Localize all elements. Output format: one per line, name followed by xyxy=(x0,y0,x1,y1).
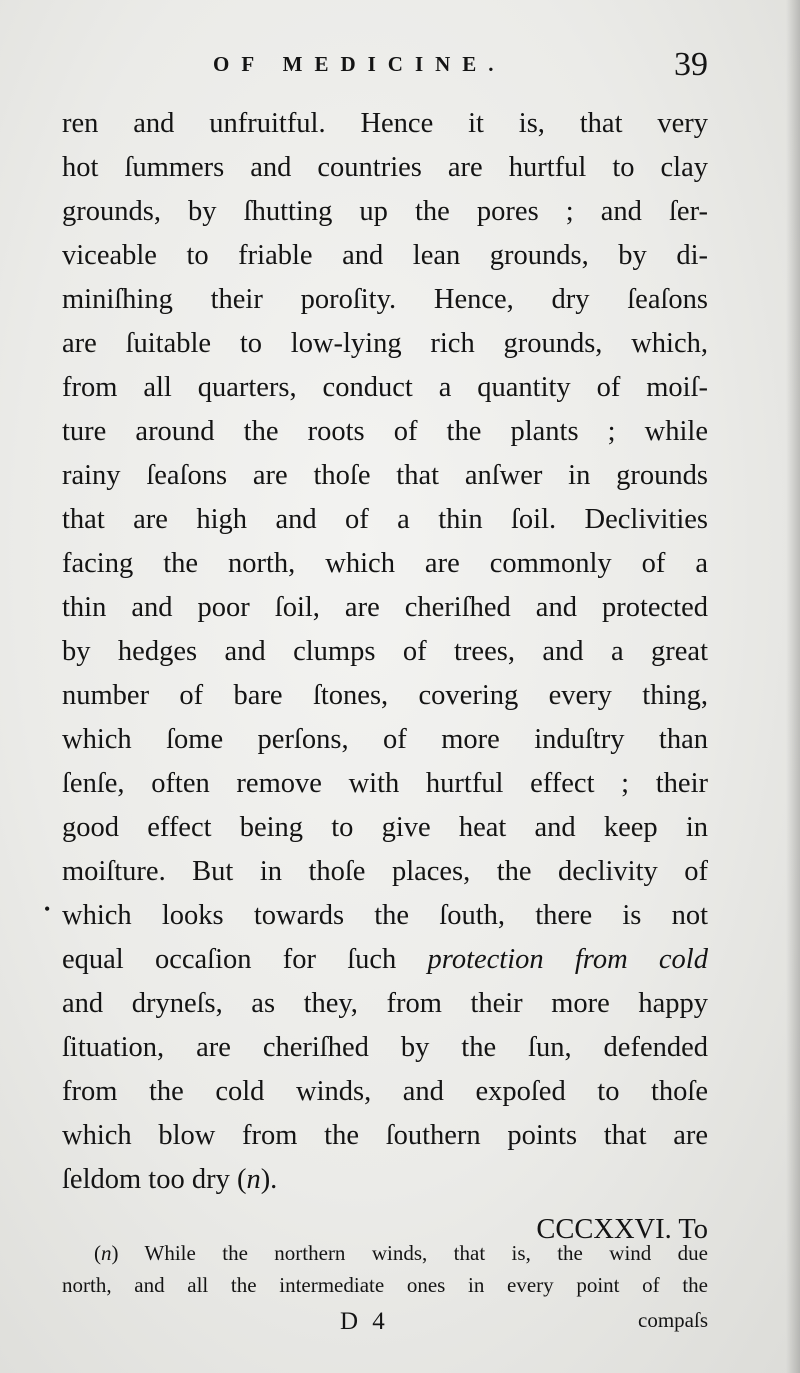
footnote-line-1-text: While the northern winds, that is, the wind due xyxy=(118,1241,708,1265)
text-line-12: thin and poor ſoil, are cheriſhed and protected xyxy=(62,592,708,623)
text-line-1: ren and unfruitful. Hence it is, that very xyxy=(62,108,708,139)
text-line-25-prefix: ſeldom too dry ( xyxy=(62,1164,247,1195)
text-line-13: by hedges and clumps of trees, and a great xyxy=(62,636,708,667)
text-line-5: miniſhing their poroſity. Hence, dry ſeaſons xyxy=(62,284,708,315)
footnote-marker-open: ( xyxy=(94,1241,101,1265)
footnote-line-2: north, and all the intermediate ones in every point of the xyxy=(62,1273,708,1297)
footnote xyxy=(62,1237,708,1301)
running-title: OF MEDICINE. xyxy=(213,52,506,76)
text-line-24: which blow from the ſouthern points that are xyxy=(62,1120,708,1151)
footnote-line-1 xyxy=(62,1237,708,1269)
text-line-23: from the cold winds, and expoſed to thoſe xyxy=(62,1076,708,1107)
signature-mark: D 4 xyxy=(340,1308,389,1335)
page-edge-shadow xyxy=(786,0,800,1373)
text-line-17: good effect being to give heat and keep in xyxy=(62,812,708,843)
text-line-19: which looks towards the ſouth, there is not xyxy=(62,900,708,931)
page-footer xyxy=(62,1302,708,1342)
footnote-reference: n xyxy=(246,1164,261,1195)
footnote-marker-close: ) xyxy=(111,1241,119,1265)
text-line-9: rainy ſeaſons are thoſe that anſwer in grounds xyxy=(62,460,708,491)
margin-mark: • xyxy=(44,899,51,919)
text-line-22: ſituation, are cheriſhed by the ſun, defended xyxy=(62,1032,708,1063)
text-line-2: hot ſummers and countries are hurtful to clay xyxy=(62,152,708,183)
footnote-marker: n xyxy=(101,1241,112,1265)
text-line-21: and dryneſs, as they, from their more happy xyxy=(62,988,708,1019)
text-line-7: from all quarters, conduct a quantity of moiſ- xyxy=(62,372,708,403)
text-line-11: facing the north, which are commonly of a xyxy=(62,548,708,579)
running-header xyxy=(0,46,800,86)
text-line-10: that are high and of a thin ſoil. Declivities xyxy=(62,504,708,535)
page-number: 39 xyxy=(674,46,708,83)
text-line-15: which ſome perſons, of more induſtry than xyxy=(62,724,708,755)
text-line-20-italic: protection from cold xyxy=(427,944,708,975)
text-line-25 xyxy=(62,1158,708,1202)
text-line-3: grounds, by ſhutting up the pores ; and ſer- xyxy=(62,196,708,227)
text-line-18: moiſture. But in thoſe places, the declivity of xyxy=(62,856,708,887)
next-section-heading: CCCXXVI. To xyxy=(536,1214,708,1245)
text-line-14: number of bare ſtones, covering every thing, xyxy=(62,680,708,711)
text-line-20-roman: equal occaſion for ſuch xyxy=(62,944,428,975)
body-text xyxy=(62,102,708,1252)
catchword: compaſs xyxy=(638,1308,708,1332)
text-line-16: ſenſe, often remove with hurtful effect ; their xyxy=(62,768,708,799)
text-line-4: viceable to friable and lean grounds, by di- xyxy=(62,240,708,271)
text-line-20 xyxy=(62,938,708,982)
text-line-25-suffix: ). xyxy=(260,1164,278,1195)
text-line-8: ture around the roots of the plants ; while xyxy=(62,416,708,447)
text-line-6: are ſuitable to low-lying rich grounds, which, xyxy=(62,328,708,359)
